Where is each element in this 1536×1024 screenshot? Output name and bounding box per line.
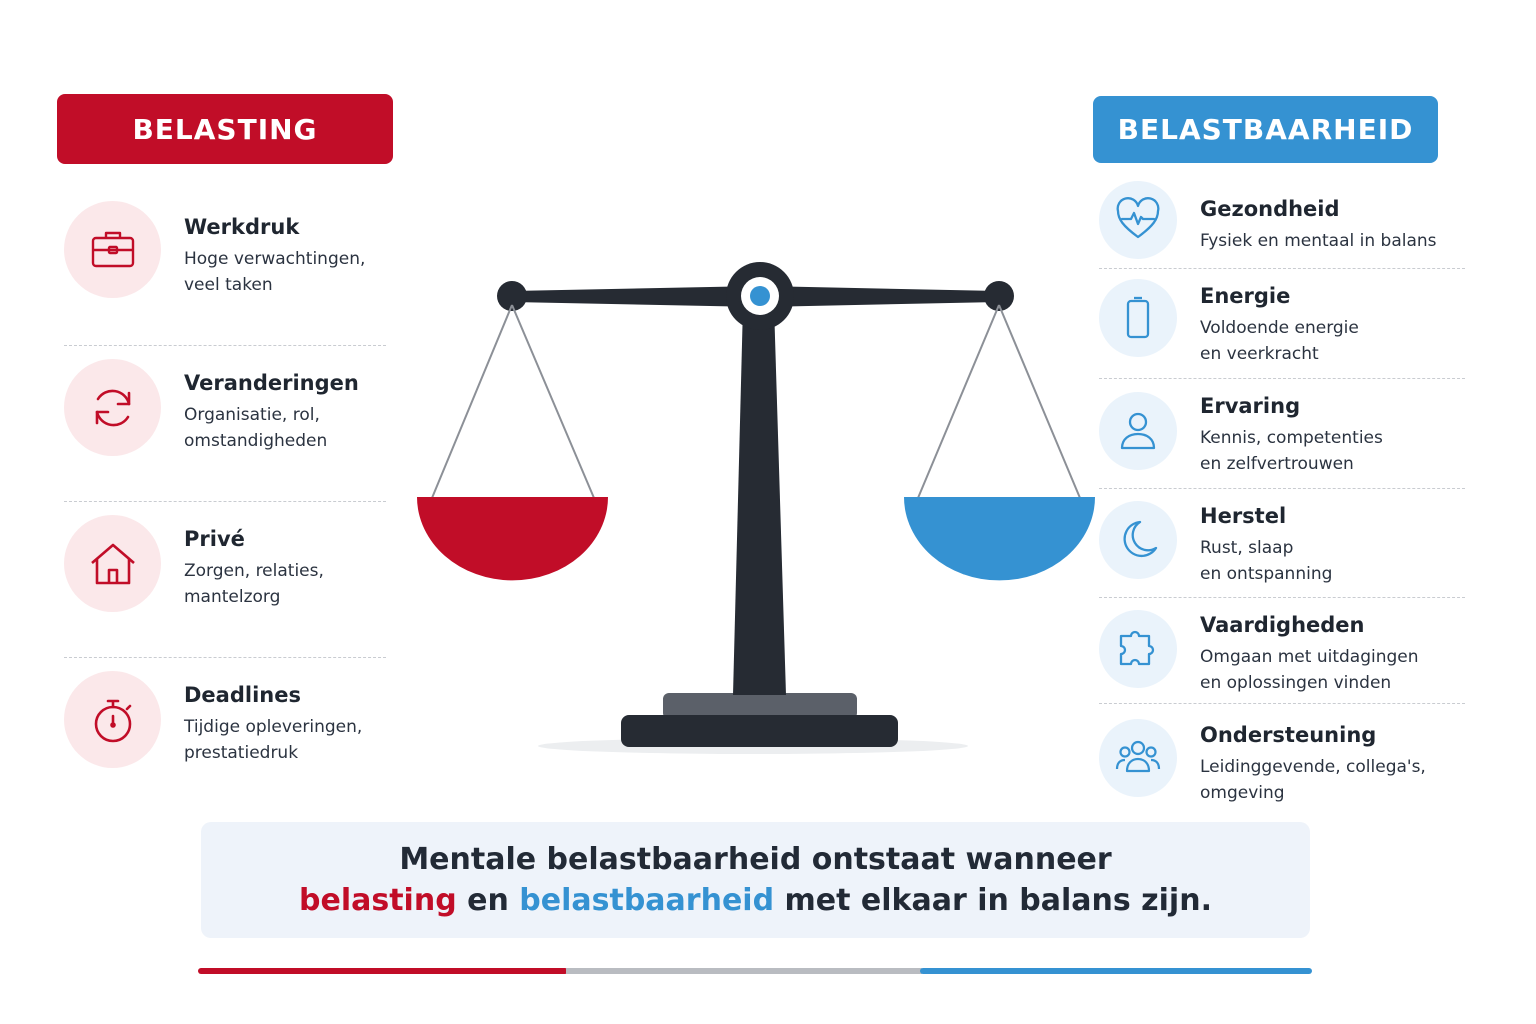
item-title: Gezondheid [1200, 197, 1340, 221]
item-title: Ervaring [1200, 394, 1301, 418]
person-icon [1099, 392, 1177, 470]
belastbaarheid-item-ervaring [1099, 379, 1465, 489]
belasting-header [57, 94, 393, 164]
people-group-icon [1099, 719, 1177, 797]
item-desc: Voldoende energie en veerkracht [1200, 318, 1359, 364]
scale-strings-left [432, 305, 594, 498]
belastbaarheid-list [1099, 172, 1465, 814]
item-desc: Organisatie, rol, omstandigheden [184, 405, 328, 451]
item-desc: Hoge verwachtingen, veel taken [184, 249, 366, 295]
item-desc: Fysiek en mentaal in balans [1200, 231, 1437, 251]
briefcase-icon [64, 201, 161, 298]
item-desc: Tijdige opleveringen, prestatiedruk [184, 717, 363, 763]
item-desc: Rust, slaap en ontspanning [1200, 538, 1333, 584]
scale-pan-left [417, 497, 608, 580]
belasting-header-label: BELASTING [132, 112, 318, 146]
belasting-item-deadlines [64, 658, 386, 814]
balance-scale [410, 250, 1100, 760]
battery-icon [1099, 279, 1177, 357]
scale-strings-right [918, 305, 1080, 498]
balance-bar-red [198, 968, 568, 974]
conclusion-banner [201, 822, 1310, 938]
item-title: Ondersteuning [1200, 723, 1377, 747]
moon-icon [1099, 501, 1177, 579]
item-desc: Zorgen, relaties, mantelzorg [184, 561, 324, 607]
belasting-list [64, 190, 386, 814]
scale-base [621, 715, 898, 747]
item-title: Herstel [1200, 504, 1287, 528]
refresh-icon [64, 359, 161, 456]
balance-bar-blue [920, 968, 1312, 974]
belastbaarheid-header [1093, 96, 1438, 163]
belastbaarheid-item-herstel [1099, 489, 1465, 598]
item-desc: Leidinggevende, collega's, omgeving [1200, 757, 1426, 803]
puzzle-icon [1099, 610, 1177, 688]
belasting-item-veranderingen [64, 346, 386, 502]
banner-word-en: en [456, 883, 520, 918]
banner-word-belastbaarheid: belastbaarheid [519, 883, 775, 918]
belastbaarheid-item-vaardigheden [1099, 598, 1465, 704]
banner-line-2 [299, 880, 1212, 921]
banner-line-2-rest: met elkaar in balans zijn. [774, 883, 1212, 918]
item-title: Privé [184, 527, 245, 551]
belasting-item-prive [64, 502, 386, 658]
item-title: Vaardigheden [1200, 613, 1365, 637]
banner-line-1: Mentale belastbaarheid ontstaat wanneer [399, 842, 1112, 877]
scale-pillar [733, 305, 786, 695]
belastbaarheid-item-gezondheid [1099, 172, 1465, 269]
item-desc: Omgaan met uitdagingen en oplossingen vinden [1200, 647, 1419, 693]
balance-bar-grey [566, 968, 922, 974]
belasting-item-werkdruk [64, 190, 386, 346]
house-icon [64, 515, 161, 612]
item-title: Energie [1200, 284, 1291, 308]
stopwatch-icon [64, 671, 161, 768]
belastbaarheid-item-ondersteuning [1099, 704, 1465, 814]
belastbaarheid-header-label: BELASTBAARHEID [1117, 113, 1414, 146]
belastbaarheid-item-energie [1099, 269, 1465, 379]
scale-pivot-dot [750, 286, 770, 306]
scale-pan-right [904, 497, 1095, 580]
heart-pulse-icon [1099, 181, 1177, 259]
item-title: Deadlines [184, 683, 301, 707]
item-title: Werkdruk [184, 215, 300, 239]
banner-word-belasting: belasting [299, 883, 457, 918]
item-desc: Kennis, competenties en zelfvertrouwen [1200, 428, 1383, 474]
item-title: Veranderingen [184, 371, 359, 395]
